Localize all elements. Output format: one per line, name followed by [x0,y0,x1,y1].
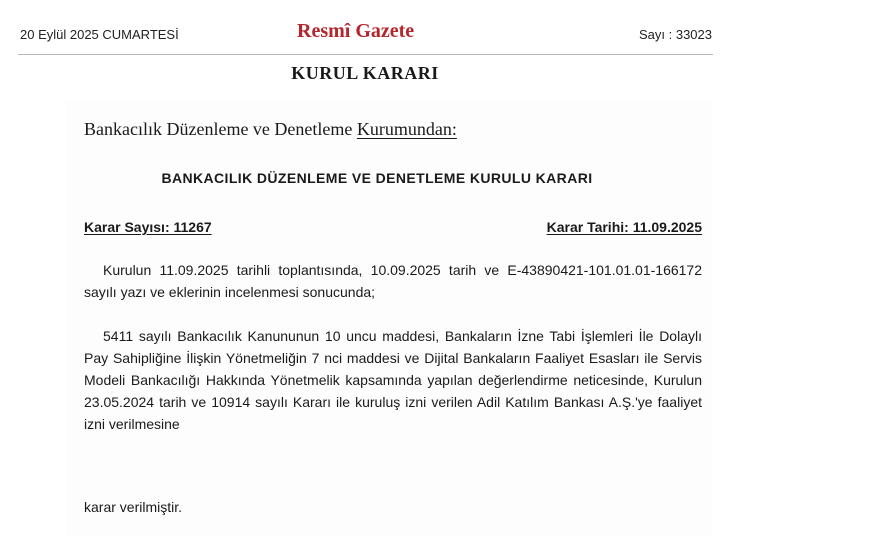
closing-line: karar verilmiştir. [84,499,183,515]
gazette-title: Resmî Gazete [297,20,415,42]
decision-number: Karar Sayısı: 11267 [84,219,212,235]
institution-suffix: Kurumundan: [356,119,457,139]
issue-date: 20 Eylül 2025 CUMARTESİ [20,27,179,42]
section-title: KURUL KARARI [291,63,439,83]
header-divider [18,54,713,55]
issue-number: Sayı : 33023 [639,27,712,42]
decision-date: Karar Tarihi: 11.09.2025 [546,219,702,235]
paragraph-decision: 5411 sayılı Bankacılık Kanununun 10 uncu maddesi, Bankaların İzne Tabi İşlemleri İle Dolaylı Pay Sahipliğine İlişkin Yönetmeliğin 7 nci maddesi ve Dijital Bankaların Faaliyet Esasları ile Servis Modeli Bankacılığı Hakkında Yönetmelik kapsamında yapılan değerlendirme neticesinde, Kurulun 23.05.2024 tarih ve 10914 sayılı Kararı ile kuruluş izni verilen Adil Katılım Bankası A.Ş.'ye faaliyet izni verilmesine [84,328,702,432]
decision-document [66,100,712,537]
decision-heading: BANKACILIK DÜZENLEME VE DENETLEME KURULU KARARI [161,170,593,186]
paragraph-meeting: Kurulun 11.09.2025 tarihli toplantısında, 10.09.2025 tarih ve E-43890421-101.01.01-166172 sayılı yazı ve eklerinin incelenmesi sonucunda; [84,262,702,300]
institution-line [84,119,457,140]
institution-name: Bankacılık Düzenleme ve Denetleme [84,119,353,139]
